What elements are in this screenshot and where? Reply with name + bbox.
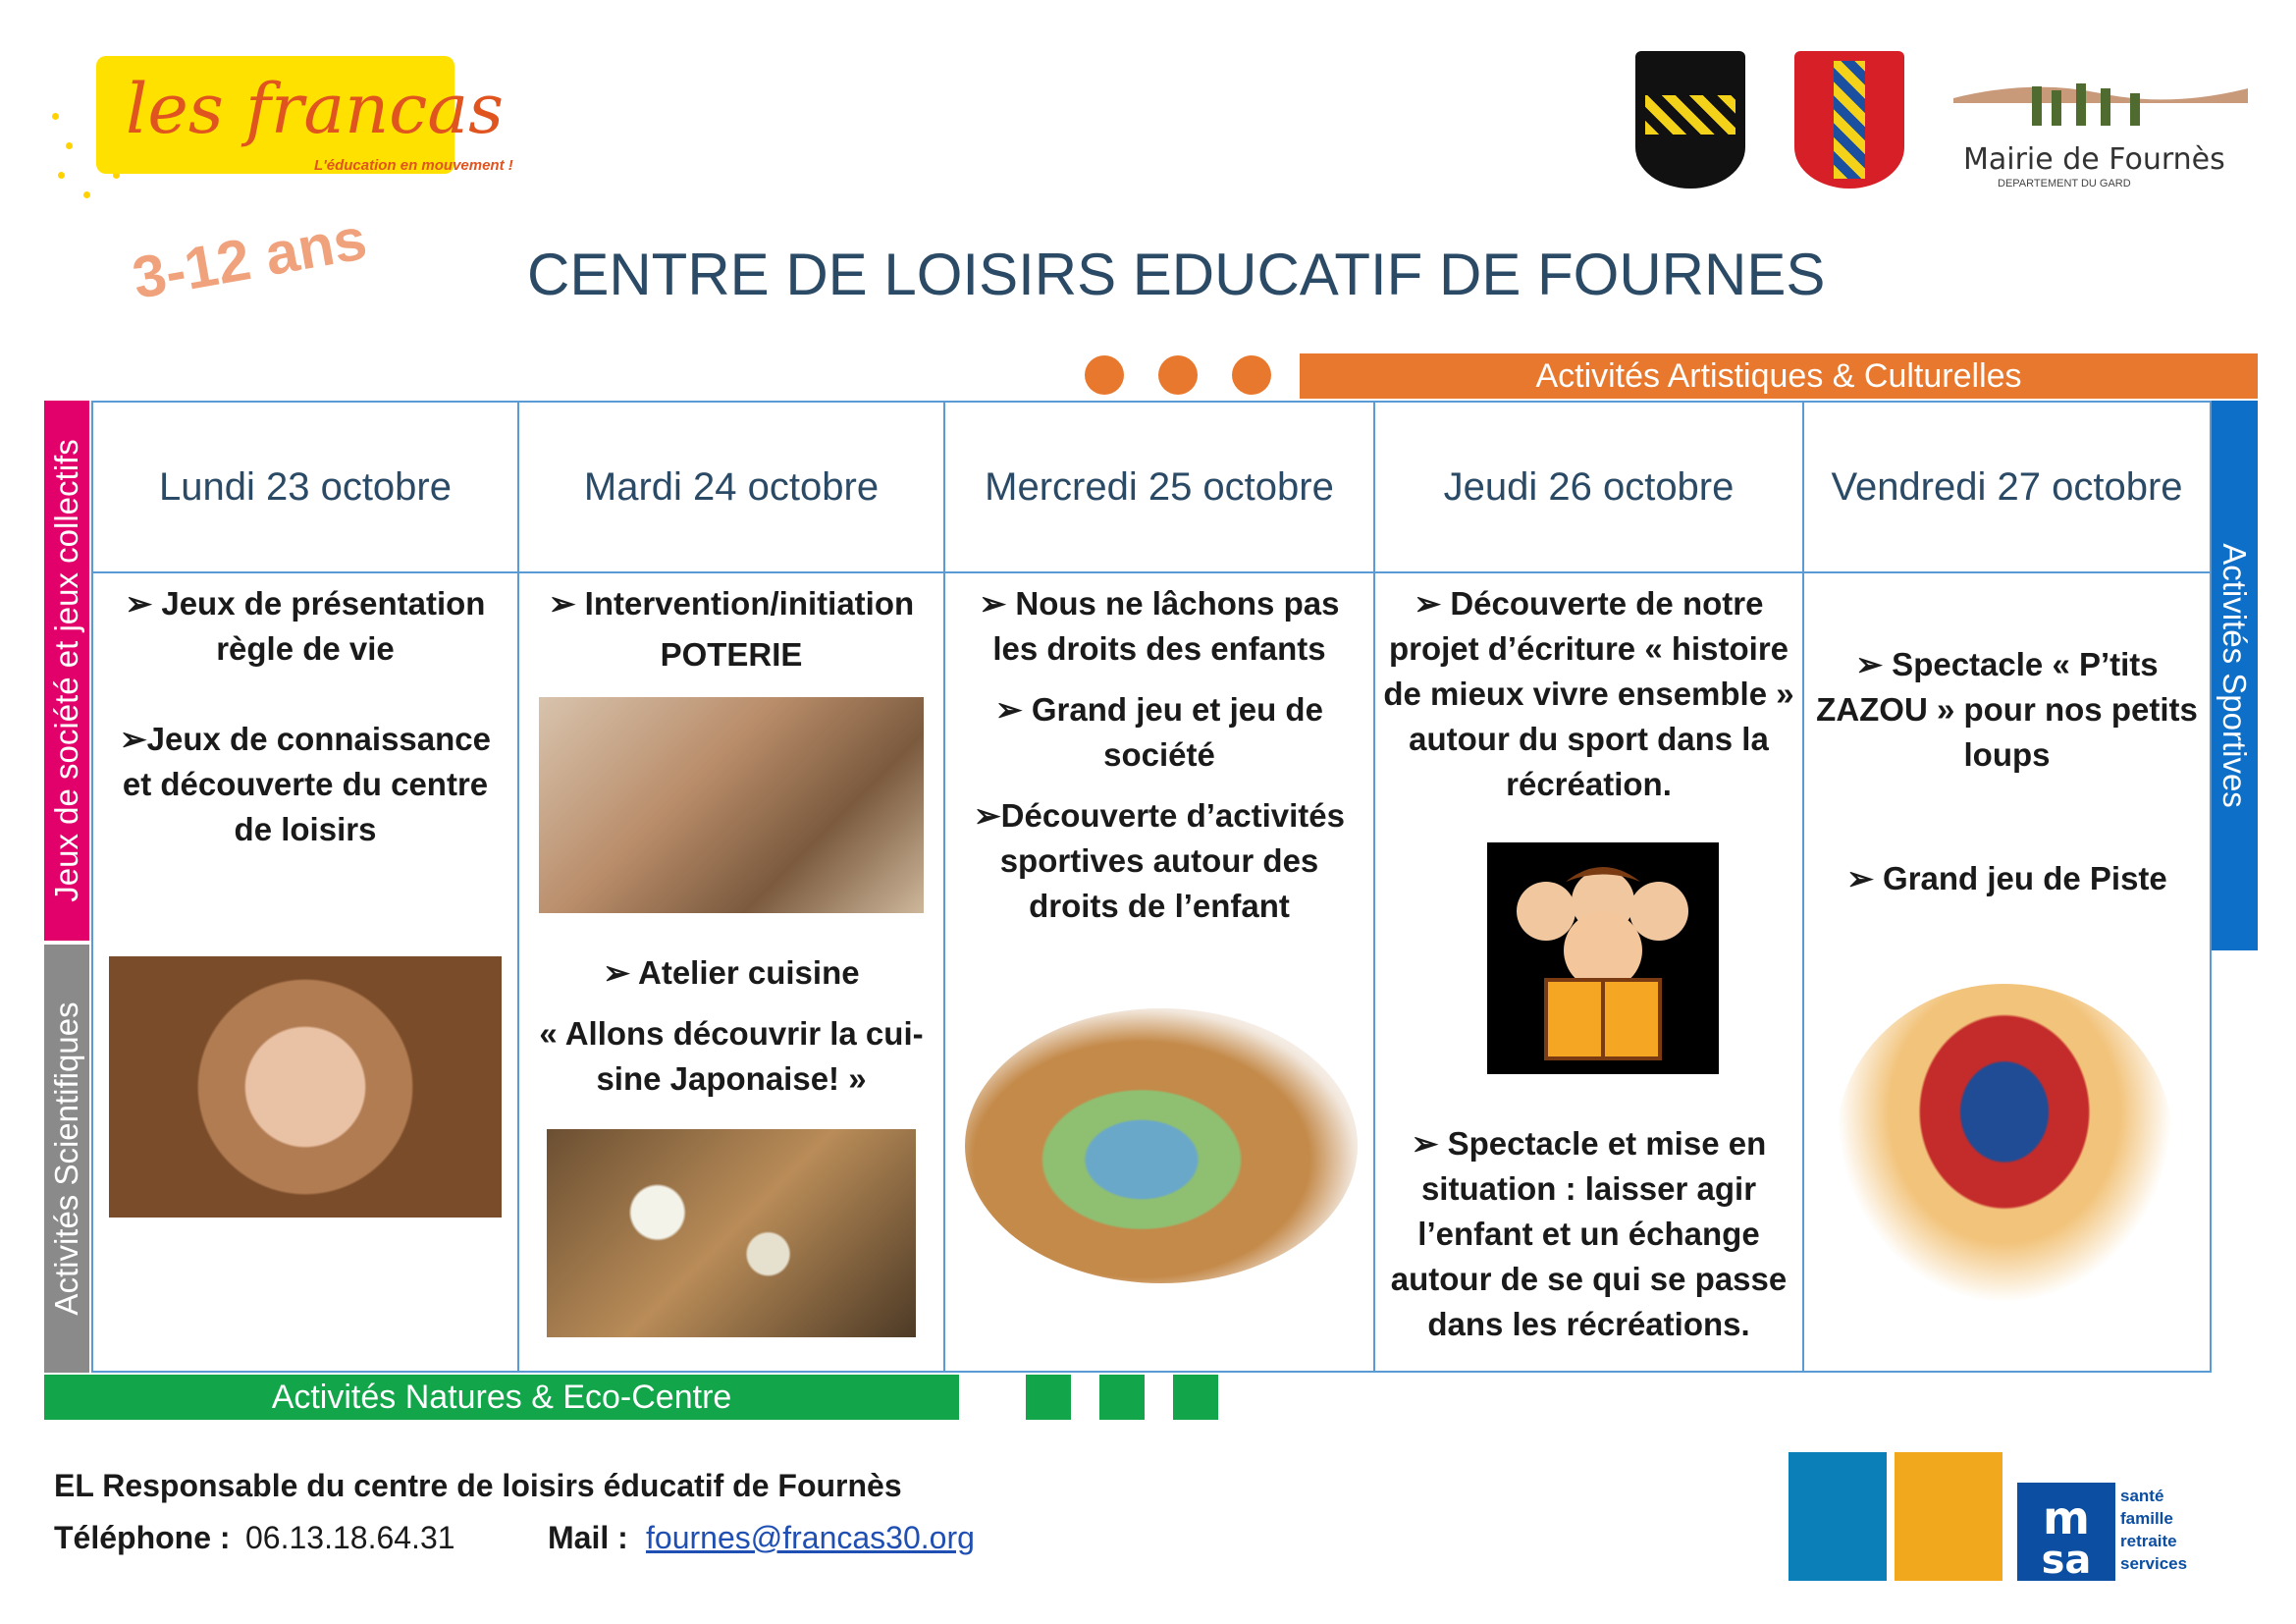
mairie-landscape-icon — [1953, 69, 2248, 128]
red-shield-icon — [1794, 51, 1904, 189]
day-header: Mercredi 25 octobre — [945, 403, 1373, 573]
science-category-label: Activités Scientifiques — [48, 1001, 84, 1316]
activity-item: ➢ Grand jeu de Piste — [1846, 860, 2167, 896]
msa-tagline: santé famille retraite services — [2120, 1487, 2188, 1573]
theatre-show-illustration — [1836, 984, 2173, 1304]
caf-logo — [1789, 1452, 1887, 1581]
activity-item: « Allons découvrir la cui-sine Japonaise! » — [539, 1015, 924, 1097]
sport-category-label: Activités Sportives — [2216, 543, 2253, 808]
society-category-label: Jeux de société et jeux collectifs — [48, 439, 84, 902]
day-header: Vendredi 27 octobre — [1804, 403, 2210, 573]
activity-item: POTERIE — [660, 636, 803, 673]
logo-dot-icon — [58, 172, 65, 179]
francas-logo-text: les francas — [126, 69, 505, 149]
logo-dot-icon — [83, 191, 90, 198]
day-column-friday — [1804, 403, 2210, 1371]
children-reading-icon — [1487, 842, 1719, 1074]
day-header: Mardi 24 octobre — [519, 403, 943, 573]
children-reading-illustration — [1487, 842, 1719, 1074]
green-square-icon — [1099, 1375, 1145, 1420]
mail-link[interactable]: fournes@francas30.org — [646, 1520, 975, 1555]
activity-item: ➢Jeux de connaissance et découverte du centre de loisirs — [120, 721, 491, 847]
pottery-photo — [539, 697, 924, 913]
green-square-icon — [1173, 1375, 1218, 1420]
activity-item: ➢ Découverte de notre projet d’écriture « histoire de mieux vivre ensemble » autour du sport dans la récréation. — [1383, 585, 1794, 802]
day-header: Jeudi 26 octobre — [1375, 403, 1802, 573]
activity-item: ➢ Intervention/initiation — [548, 585, 915, 622]
page-title: CENTRE DE LOISIRS EDUCATIF DE FOURNES — [527, 242, 1826, 307]
activity-item: ➢ Spectacle « P’tits ZAZOU » pour nos petits loups — [1816, 646, 2198, 773]
activity-item: ➢ Atelier cuisine — [603, 954, 860, 991]
svg-text:sa: sa — [2041, 1538, 2092, 1581]
orange-dot-icon — [1085, 355, 1124, 395]
day-column-wednesday — [945, 403, 1375, 1371]
phone-number: 06.13.18.64.31 — [245, 1520, 455, 1555]
activity-item: ➢ Jeux de présentation règle de vie — [125, 585, 486, 667]
orange-dot-icon — [1158, 355, 1198, 395]
activity-item: ➢ Nous ne lâchons pas les droits des enfants — [979, 585, 1340, 667]
orange-dot-icon — [1232, 355, 1271, 395]
gard-logo — [1895, 1452, 2002, 1581]
day-column-tuesday — [519, 403, 945, 1371]
footer-responsible: EL Responsable du centre de loisirs éducatif de Fournès — [54, 1468, 902, 1503]
day-column-thursday — [1375, 403, 1804, 1371]
mairie-name: Mairie de Fournès — [1963, 142, 2225, 177]
black-shield-icon — [1635, 51, 1745, 189]
mail-label: Mail : — [548, 1520, 628, 1555]
activity-item: ➢Découverte d’activités sportives autour des droits de l’enfant — [974, 797, 1345, 924]
board-game-photo — [965, 1008, 1358, 1283]
logo-dot-icon — [52, 113, 59, 120]
msa-logo — [2017, 1483, 2115, 1581]
hands-circle-photo — [109, 956, 502, 1218]
phone-label: Téléphone : — [54, 1520, 231, 1555]
nature-category-bar: Activités Natures & Eco-Centre — [44, 1375, 959, 1420]
day-header: Lundi 23 octobre — [93, 403, 517, 573]
arts-category-bar: Activités Artistiques & Culturelles — [1300, 353, 2258, 399]
activity-item: ➢ Spectacle et mise en situation : laisser agir l’enfant et un échange autour de se qui se passe dans les récréations. — [1390, 1125, 1788, 1342]
mairie-subtitle: DEPARTEMENT DU GARD — [1998, 178, 2131, 189]
activity-item: ➢ Grand jeu et jeu de société — [995, 691, 1323, 773]
japanese-food-photo — [547, 1129, 916, 1337]
day-column-monday — [93, 403, 519, 1371]
age-range-label: 3-12 ans — [128, 205, 372, 311]
logo-dot-icon — [66, 142, 73, 149]
francas-tagline: L'éducation en mouvement ! — [314, 157, 513, 174]
green-square-icon — [1026, 1375, 1071, 1420]
weekly-schedule-table — [91, 401, 2212, 1373]
svg-text:m: m — [2043, 1491, 2090, 1544]
